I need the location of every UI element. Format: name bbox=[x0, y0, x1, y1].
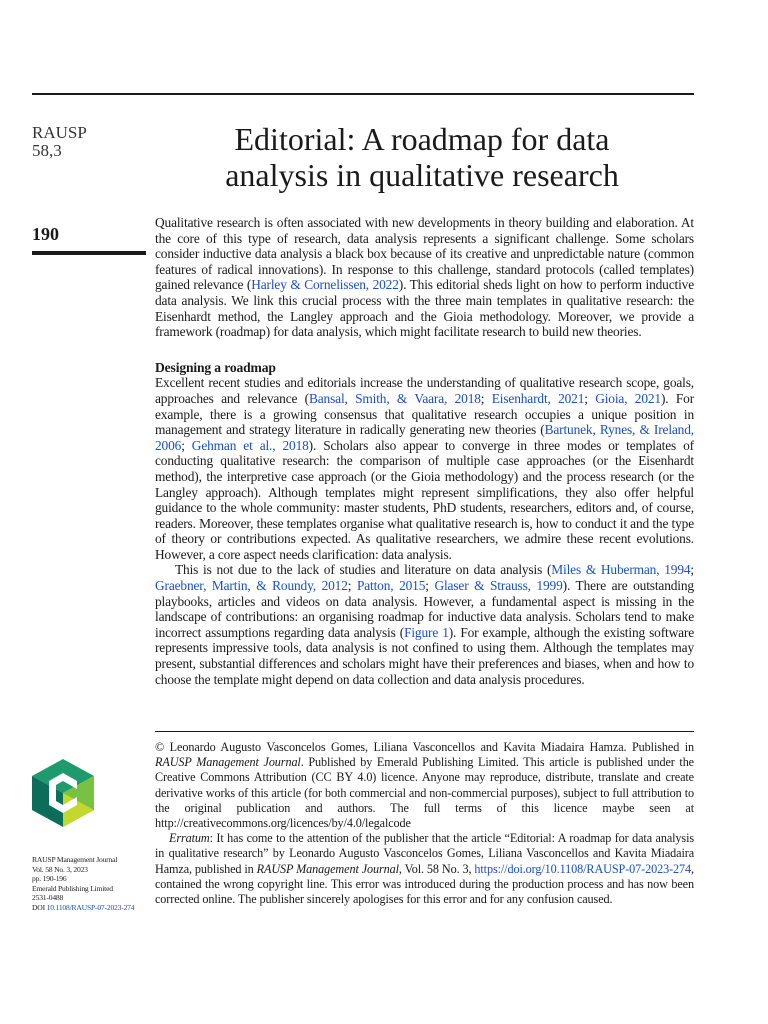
citation-link[interactable]: Eisenhardt, 2021 bbox=[491, 390, 585, 406]
volume-issue: 58,3 bbox=[32, 141, 62, 160]
copyright-notice bbox=[155, 740, 694, 907]
citation-link[interactable]: Patton, 2015 bbox=[356, 578, 426, 594]
intro-paragraph: Qualitative research is often associated with new developments in theory building and elaboration. At the core of this type of research, data analysis represents a significant challenge. Some scholars consider inductive data analysis a black box because of its creative and unpredictable nature (common features of radical innovations). In response to this challenge, standard protocols (called templates) gained relevance (Harley & Cornelissen, 2022). This editorial sheds light on how to perform inductive data analysis. We link this crucial process with the three main templates in qualitative research: the Eisenhardt method, the Langley approach and the Gioia methodology. Moreover, we provide a framework (roadmap) for data analysis, which might facilitate research to build new theories. bbox=[155, 215, 695, 340]
body-paragraph-1: Excellent recent studies and editorials increase the understanding of qualitative research scope, goals, approaches and relevance (Bansal, Smith, & Vaara, 2018; Eisenhardt, 2021; Gioia, 2021). For example, there is a growing consensus that qualitative research occupies a unique position in management and strategy literature in radically generating new theories (Bartunek, Rynes, & Ireland, 2006; Gehman et al., 2018). Scholars also appear to converge in three modes or templates of conducting qualitative research: the comparison of multiple case approaches (or the Eisenhardt method), the interpretive case approach (or the Gioia methodology) and the process research (or the Langley approach). Although templates might represent simplifications, they also offer helpful guidance to the whole community: master students, PhD students, researchers, editors and, of course, readers. Moreover, these templates organise what qualitative research is, how to conduct it and the type of theory or contributions expected. As qualitative researchers, we admire these recent evolutions. However, a core aspect needs clarification: data analysis. bbox=[155, 375, 695, 562]
publication-meta bbox=[32, 855, 150, 913]
citation-link[interactable]: Miles & Huberman, 1994 bbox=[551, 562, 691, 578]
journal-name: RAUSP bbox=[32, 123, 87, 142]
citation-link[interactable]: Graebner, Martin, & Roundy, 2012 bbox=[155, 578, 348, 594]
citation-link[interactable]: Glaser & Strauss, 1999 bbox=[434, 578, 563, 594]
page-number-rule bbox=[32, 251, 146, 255]
copyright-paragraph: © Leonardo Augusto Vasconcelos Gomes, Liliana Vasconcellos and Kavita Miadaira Hamza. Published in RAUSP Management Journal. Published by Emerald Publishing Limited. This article is published under the Creative Commons Attribution (CC BY 4.0) licence. Anyone may reproduce, distribute, translate and create derivative works of this article (for both commercial and non-commercial purposes), subject to full attribution to the original publication and authors. The full terms of this licence maybe seen at http://creativecommons.org/licences/by/4.0/legalcode bbox=[155, 740, 694, 831]
footnote-rule bbox=[155, 731, 694, 732]
title-line-2: analysis in qualitative research bbox=[225, 157, 619, 193]
meta-doi-line: DOI 10.1108/RAUSP-07-2023-274 bbox=[32, 902, 135, 912]
citation-link[interactable]: Bartunek, Rynes, & Ireland, 2006 bbox=[155, 422, 694, 453]
citation-link[interactable]: Gioia, 2021 bbox=[595, 390, 661, 406]
margin-journal-block bbox=[32, 124, 87, 160]
erratum-paragraph: Erratum: It has come to the attention of the publisher that the article “Editorial: A roadmap for data analysis in qualitative research” by Leonardo Augusto Vasconcelos Gomes, Liliana Vasconcellos and Kavita Miadaira Hamza, published in RAUSP Management Journal, Vol. 58 No. 3, https://doi.org/10.1108/RAUSP-07-2023-274, contained the wrong copyright line. This error was introduced during the production process and has now been corrected online. The publisher sincerely apologises for this error and for any confusion caused. bbox=[155, 831, 694, 907]
meta-journal: RAUSP Management Journal bbox=[32, 855, 118, 864]
figure-link[interactable]: Figure 1 bbox=[404, 624, 449, 640]
citation-link[interactable]: Harley & Cornelissen, 2022 bbox=[251, 277, 399, 293]
section-heading: Designing a roadmap bbox=[155, 359, 276, 375]
citation-link[interactable]: Bansal, Smith, & Vaara, 2018 bbox=[308, 390, 481, 406]
erratum-label: Erratum bbox=[169, 831, 210, 846]
meta-issn: 2531-0488 bbox=[32, 893, 64, 903]
top-rule bbox=[32, 93, 694, 95]
doi-link[interactable]: https://doi.org/10.1108/RAUSP-07-2023-274 bbox=[474, 861, 692, 876]
citation-link[interactable]: Gehman et al., 2018 bbox=[191, 437, 309, 453]
article-body bbox=[155, 215, 694, 687]
meta-publisher: Emerald Publishing Limited bbox=[32, 883, 113, 893]
body-paragraph-2: This is not due to the lack of studies and literature on data analysis (Miles & Huberman, 1994; Graebner, Martin, & Roundy, 2012; Patton, 2015; Glaser & Strauss, 1999). There are outstanding playbooks, articles and videos on data analysis. However, a fundamental aspect is missing in the landscape of contributions: an organising roadmap for inductive data analysis. Scholars tend to make incorrect assumptions regarding data analysis (Figure 1). For example, although the existing software represents impressive tools, data analysis is not confined to using them. Although the templates may present, substantial differences and scholars might have their preferences and biases, when and how to choose the template might depend on data collection and data analysis procedures. bbox=[155, 562, 694, 687]
title-line-1: Editorial: A roadmap for data bbox=[234, 121, 610, 157]
meta-pages: pp. 190-196 bbox=[32, 874, 67, 884]
meta-doi-link[interactable]: 10.1108/RAUSP-07-2023-274 bbox=[46, 902, 135, 912]
journal-logo-icon bbox=[32, 759, 94, 827]
meta-volume: Vol. 58 No. 3, 2023 bbox=[32, 864, 88, 874]
page-number: 190 bbox=[32, 224, 59, 244]
article-title bbox=[150, 121, 694, 193]
